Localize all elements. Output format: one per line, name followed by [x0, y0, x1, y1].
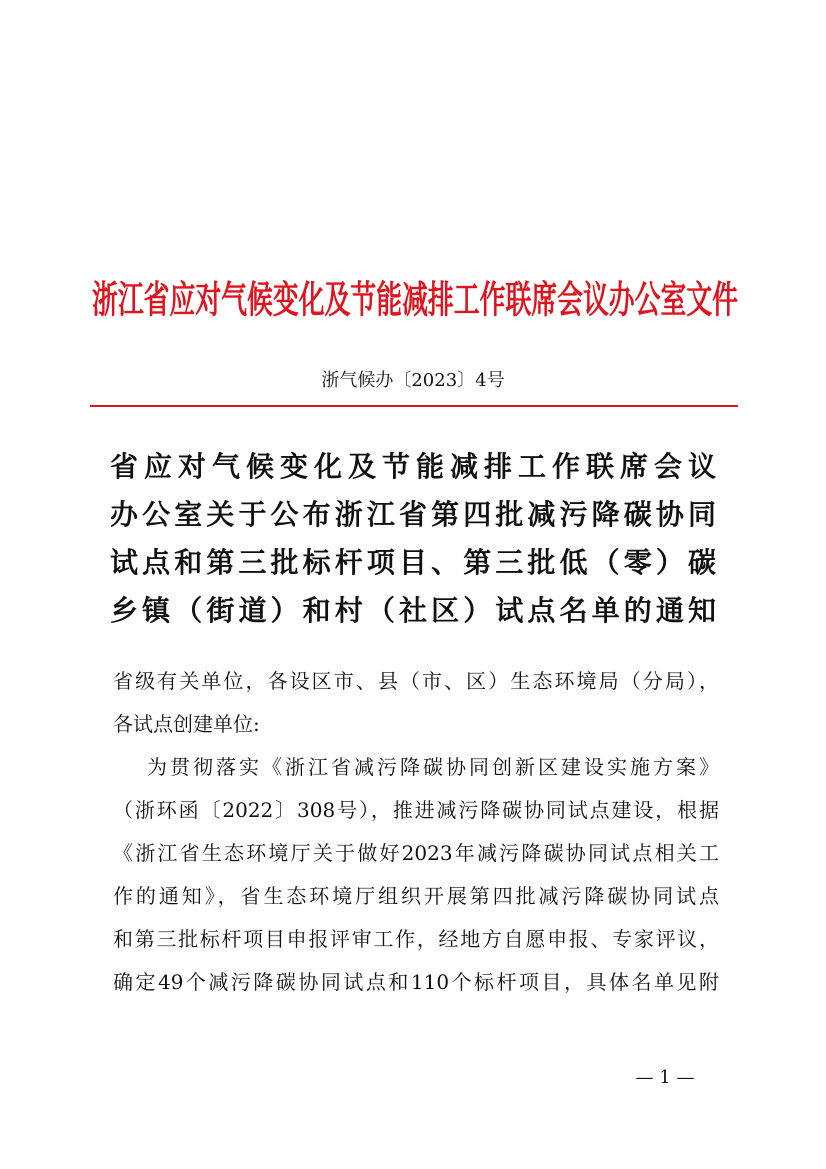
addressee-line: 省级有关单位，各设区市、县（市、区）生态环境局（分局），	[113, 669, 719, 693]
title-line: 试点和第三批标杆项目、第三批低（零）碳	[110, 546, 716, 579]
body-line: 《浙江省生态环境厅关于做好2023年减污降碳协同试点相关工	[113, 841, 719, 865]
title-line: 乡镇（街道）和村（社区）试点名单的通知	[110, 594, 716, 627]
document-title	[110, 443, 716, 635]
body-line: 作的通知》，省生态环境厅组织开展第四批减污降碳协同试点	[113, 884, 719, 908]
document-body	[113, 660, 719, 1004]
title-line: 办公室关于公布浙江省第四批减污降碳协同	[110, 498, 716, 531]
body-line: 和第三批标杆项目申报评审工作，经地方自愿申报、专家评议，	[113, 927, 719, 951]
body-line: 确定49个减污降碳协同试点和110个标杆项目，具体名单见附	[113, 970, 719, 994]
page-number: — 1 —	[635, 1067, 695, 1088]
title-line: 省应对气候变化及节能减排工作联席会议	[110, 450, 716, 483]
body-line: 为贯彻落实《浙江省减污降碳协同创新区建设实施方案》	[147, 755, 719, 779]
document-number: 浙气候办〔2023〕4号	[321, 370, 505, 391]
issuing-authority-header: 浙江省应对气候变化及节能减排工作联席会议办公室文件	[92, 278, 738, 323]
addressee-line: 各试点创建单位:	[113, 712, 260, 736]
body-line: （浙环函〔2022〕308号），推进减污降碳协同试点建设，根据	[113, 798, 719, 822]
red-divider	[90, 405, 738, 407]
